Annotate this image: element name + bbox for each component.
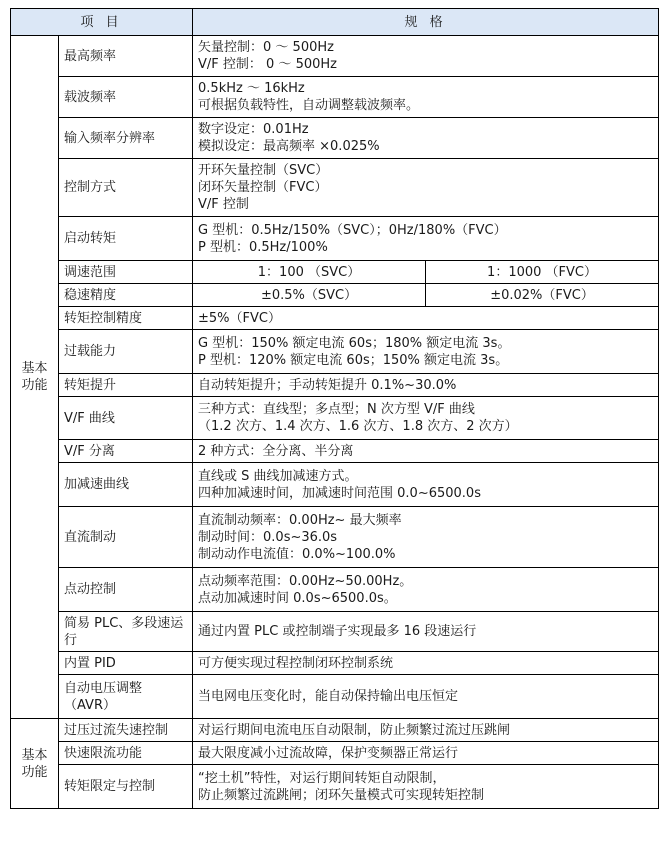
row-spec-svc: 1：100 （SVC） <box>193 261 426 284</box>
row-spec: 开环矢量控制（SVC） 闭环矢量控制（FVC） V/F 控制 <box>193 159 659 217</box>
row-spec-fvc: 1：1000 （FVC） <box>426 261 659 284</box>
row-item: 转矩提升 <box>59 374 193 397</box>
group-label-basic-2: 基本 功能 <box>11 719 59 809</box>
table-row <box>11 77 659 118</box>
row-spec: 对运行期间电流电压自动限制，防止频繁过流过压跳闸 <box>193 719 659 742</box>
table-row <box>11 397 659 440</box>
row-item: 载波频率 <box>59 77 193 118</box>
row-spec: G 型机：150% 额定电流 60s；180% 额定电流 3s。 P 型机：120% 额定电流 60s；150% 额定电流 3s。 <box>193 330 659 374</box>
table-row <box>11 217 659 261</box>
row-item: V/F 曲线 <box>59 397 193 440</box>
row-spec: 直流制动频率：0.00Hz~ 最大频率 制动时间：0.0s~36.0s 制动动作电流值：0.0%~100.0% <box>193 507 659 568</box>
header-spec: 规 格 <box>193 9 659 36</box>
row-item: 简易 PLC、多段速运行 <box>59 612 193 652</box>
table-row <box>11 330 659 374</box>
row-item: 转矩限定与控制 <box>59 765 193 809</box>
table-row <box>11 463 659 507</box>
row-item: 稳速精度 <box>59 284 193 307</box>
table-row <box>11 440 659 463</box>
table-row <box>11 612 659 652</box>
row-spec: 矢量控制：0 ～ 500Hz V/F 控制： 0 ～ 500Hz <box>193 36 659 77</box>
table-row <box>11 307 659 330</box>
row-spec: G 型机：0.5Hz/150%（SVC）；0Hz/180%（FVC） P 型机：0.5Hz/100% <box>193 217 659 261</box>
row-item: 转矩控制精度 <box>59 307 193 330</box>
row-spec: 最大限度减小过流故障，保护变频器正常运行 <box>193 742 659 765</box>
table-row <box>11 568 659 612</box>
row-item: 启动转矩 <box>59 217 193 261</box>
table-row <box>11 284 659 307</box>
spec-table-container <box>10 8 659 809</box>
row-spec: “挖土机”特性，对运行期间转矩自动限制， 防止频繁过流跳闸；闭环矢量模式可实现转矩控制 <box>193 765 659 809</box>
group-label-basic: 基本 功能 <box>11 36 59 719</box>
table-row <box>11 36 659 77</box>
table-row <box>11 765 659 809</box>
table-row <box>11 507 659 568</box>
row-spec: 数字设定：0.01Hz 模拟设定：最高频率 ×0.025% <box>193 118 659 159</box>
row-spec-svc: ±0.5%（SVC） <box>193 284 426 307</box>
row-item: 调速范围 <box>59 261 193 284</box>
table-row <box>11 742 659 765</box>
row-item: 输入频率分辨率 <box>59 118 193 159</box>
row-spec: 2 种方式：全分离、半分离 <box>193 440 659 463</box>
table-row <box>11 719 659 742</box>
row-spec: 直线或 S 曲线加减速方式。 四种加减速时间，加减速时间范围 0.0~6500.0s <box>193 463 659 507</box>
row-item: 自动电压调整（AVR） <box>59 675 193 719</box>
row-spec: 自动转矩提升；手动转矩提升 0.1%~30.0% <box>193 374 659 397</box>
row-item: V/F 分离 <box>59 440 193 463</box>
row-spec: 通过内置 PLC 或控制端子实现最多 16 段速运行 <box>193 612 659 652</box>
table-row <box>11 652 659 675</box>
row-spec: 当电网电压变化时，能自动保持输出电压恒定 <box>193 675 659 719</box>
row-item: 加减速曲线 <box>59 463 193 507</box>
spec-table <box>10 8 659 809</box>
table-row <box>11 118 659 159</box>
row-spec: 0.5kHz ～ 16kHz 可根据负载特性，自动调整载波频率。 <box>193 77 659 118</box>
row-spec: ±5%（FVC） <box>193 307 659 330</box>
row-item: 点动控制 <box>59 568 193 612</box>
row-item: 最高频率 <box>59 36 193 77</box>
table-header-row <box>11 9 659 36</box>
row-item: 过载能力 <box>59 330 193 374</box>
row-spec-fvc: ±0.02%（FVC） <box>426 284 659 307</box>
row-spec: 点动频率范围：0.00Hz~50.00Hz。 点动加减速时间 0.0s~6500.0s。 <box>193 568 659 612</box>
row-item: 控制方式 <box>59 159 193 217</box>
header-item: 项 目 <box>11 9 193 36</box>
table-row <box>11 374 659 397</box>
table-row <box>11 159 659 217</box>
row-item: 过压过流失速控制 <box>59 719 193 742</box>
row-spec: 可方便实现过程控制闭环控制系统 <box>193 652 659 675</box>
row-item: 直流制动 <box>59 507 193 568</box>
row-item: 内置 PID <box>59 652 193 675</box>
row-item: 快速限流功能 <box>59 742 193 765</box>
table-row <box>11 261 659 284</box>
table-row <box>11 675 659 719</box>
row-spec: 三种方式：直线型；多点型；N 次方型 V/F 曲线 （1.2 次方、1.4 次方、1.6 次方、1.8 次方、2 次方） <box>193 397 659 440</box>
